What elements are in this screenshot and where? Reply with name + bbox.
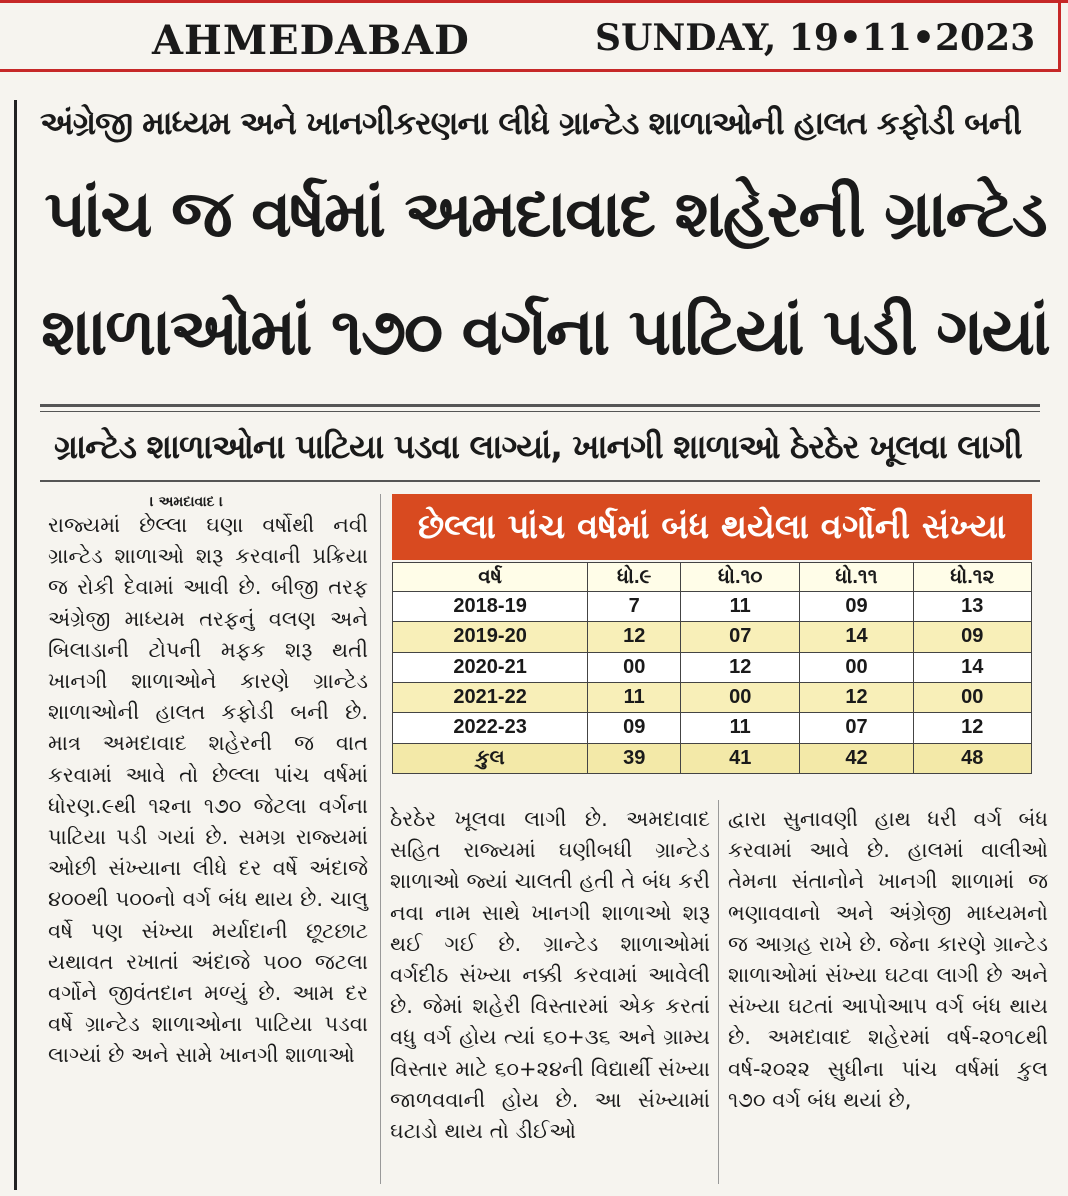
cell-value: 7 [588,592,681,622]
cell-value: 13 [913,592,1031,622]
total-value: 42 [800,743,913,773]
cell-value: 00 [588,652,681,682]
table-total-row [393,743,1032,773]
cell-value: 09 [913,622,1031,652]
cell-value: 14 [800,622,913,652]
cell-value: 09 [800,592,913,622]
cell-year: 2021-22 [393,682,588,712]
cell-value: 11 [681,713,800,743]
masthead-rule [0,69,1060,72]
closed-classes-table [392,562,1032,774]
masthead [0,0,1068,72]
masthead-date: SUNDAY, 19•11•2023 [595,17,1036,59]
body-column-3: દ્વારા સુનાવણી હાથ ધરી વર્ગ બંધ કરવામાં આવે છે. હાલમાં વાલીઓ તેમના સંતાનોને ખાનગી શાળામાં જ ભણાવવાનો અને અંગ્રેજી માધ્યમનો જ આગ્રહ રાખે છે. જેના કારણે ગ્રાન્ટેડ શાળાઓમાં સંખ્યા ઘટવા લાગી છે અને સંખ્યા ઘટતાં આપોઆપ વર્ગ બંધ થાય છે. અમદાવાદ શહેરમાં વર્ષ-૨૦૧૮થી વર્ષ-૨૦૨૨ સુધીના પાંચ વર્ષમાં કુલ ૧૭૦ વર્ગ બંધ થયાં છે, [728,807,1048,1112]
table-header-row [393,563,1032,592]
subhead-box [40,404,1040,482]
header-std10: ધો.૧૦ [681,563,800,592]
cell-value: 11 [681,592,800,622]
masthead-city: AHMEDABAD [152,17,470,64]
cell-value: 00 [681,682,800,712]
total-label: કુલ [393,743,588,773]
cell-value: 14 [913,652,1031,682]
body-column-1: રાજ્યમાં છેલ્લા ઘણા વર્ષોથી નવી ગ્રાન્ટેડ શાળાઓ શરૂ કરવાની પ્રક્રિયા જ રોકી દેવામાં આવી છે. બીજી તરફ અંગ્રેજી માધ્યમ તરફનું વલણ અને બિલાડાની ટોપની મફક શરૂ થતી ખાનગી શાળાઓને કારણે ગ્રાન્ટેડ શાળાઓની હાલત કફોડી બની છે. માત્ર અમદાવાદ શહેરની જ વાત કરવામાં આવે તો છેલ્લા પાંચ વર્ષમાં ધોરણ.૯થી ૧૨ના ૧૭૦ જેટલા વર્ગના પાટિયા પડી ગયાં છે. સમગ્ર રાજ્યમાં ઓછી સંખ્યાના લીધે દર વર્ષે અંદાજે ૪૦૦થી ૫૦૦નો વર્ગ બંધ થાય છે. ચાલુ વર્ષે પણ સંખ્યા મર્યાદાની છૂટછાટ યથાવત રખાતાં અંદાજે ૫૦૦ જટલા વર્ગોને જીવંતદાન મળ્યું છે. આમ દર વર્ષે ગ્રાન્ટેડ શાળાઓના પાટિયા પડવા લાગ્યાં છે અને સામે ખાનગી શાળાઓ [48,513,368,1068]
cell-value: 07 [681,622,800,652]
cell-year: 2022-23 [393,713,588,743]
cell-value: 09 [588,713,681,743]
cell-value: 12 [588,622,681,652]
masthead-rule-right [1058,3,1061,72]
cell-year: 2019-20 [393,622,588,652]
header-year: વર્ષ [393,563,588,592]
header-std11: ધો.૧૧ [800,563,913,592]
cell-year: 2020-21 [393,652,588,682]
subhead: ગ્રાન્ટેડ શાળાઓના પાટિયા પડવા લાગ્યાં, ખાનગી શાળાઓ ઠેરઠેર ખૂલવા લાગી [54,427,1022,466]
cell-value: 00 [800,652,913,682]
header-std9: ધો.૯ [588,563,681,592]
headline-line-1: પાંચ જ વર્ષમાં અમદાવાદ શહેરની ગ્રાન્ટેડ [44,177,1046,252]
cell-value: 11 [588,682,681,712]
headline-line-2: શાળાઓમાં ૧૭૦ વર્ગના પાટિયાં પડી ગયાં [41,295,1049,370]
cell-value: 00 [913,682,1031,712]
table-title-banner: છેલ્લા પાંચ વર્ષમાં બંધ થયેલા વર્ગોની સંખ્યા [392,494,1032,560]
column-divider [718,800,719,1184]
total-value: 48 [913,743,1031,773]
total-value: 41 [681,743,800,773]
cell-value: 07 [800,713,913,743]
cell-value: 12 [800,682,913,712]
column-divider [380,494,381,1184]
body-column-2: ઠેરઠેર ખૂલવા લાગી છે. અમદાવાદ સહિત રાજ્યમાં ઘણીબધી ગ્રાન્ટેડ શાળાઓ જ્યાં ચાલતી હતી તે બંધ કરી નવા નામ સાથે ખાનગી શાળાઓ શરૂ થઈ ગઈ છે. ગ્રાન્ટેડ શાળાઓમાં વર્ગદીઠ સંખ્યા નક્કી કરવામાં આવેલી છે. જેમાં શહેરી વિસ્તારમાં એક કરતાં વધુ વર્ગ હોય ત્યાં ૬૦+૩૬ અને ગ્રામ્ય વિસ્તાર માટે ૬૦+૨૪ની વિદ્યાર્થી સંખ્યા જાળવવાની હોય છે. આ સંખ્યામાં ઘટાડો થાય તો ડીઈઓ [390,807,710,1144]
subhead-double-rule [40,411,1040,412]
left-column-border [14,100,17,1190]
table-row [393,622,1032,652]
cell-value: 12 [913,713,1031,743]
table-row [393,682,1032,712]
article-kicker: અંગ્રેજી માધ્યમ અને ખાનગીકરણના લીધે ગ્રાન્ટેડ શાળાઓની હાલત કફોડી બની [40,104,1021,142]
table-row [393,713,1032,743]
cell-value: 12 [681,652,800,682]
cell-year: 2018-19 [393,592,588,622]
header-std12: ધો.૧૨ [913,563,1031,592]
total-value: 39 [588,743,681,773]
table-row [393,592,1032,622]
table-row [393,652,1032,682]
dateline: । અમદાવાદ । [150,494,224,510]
